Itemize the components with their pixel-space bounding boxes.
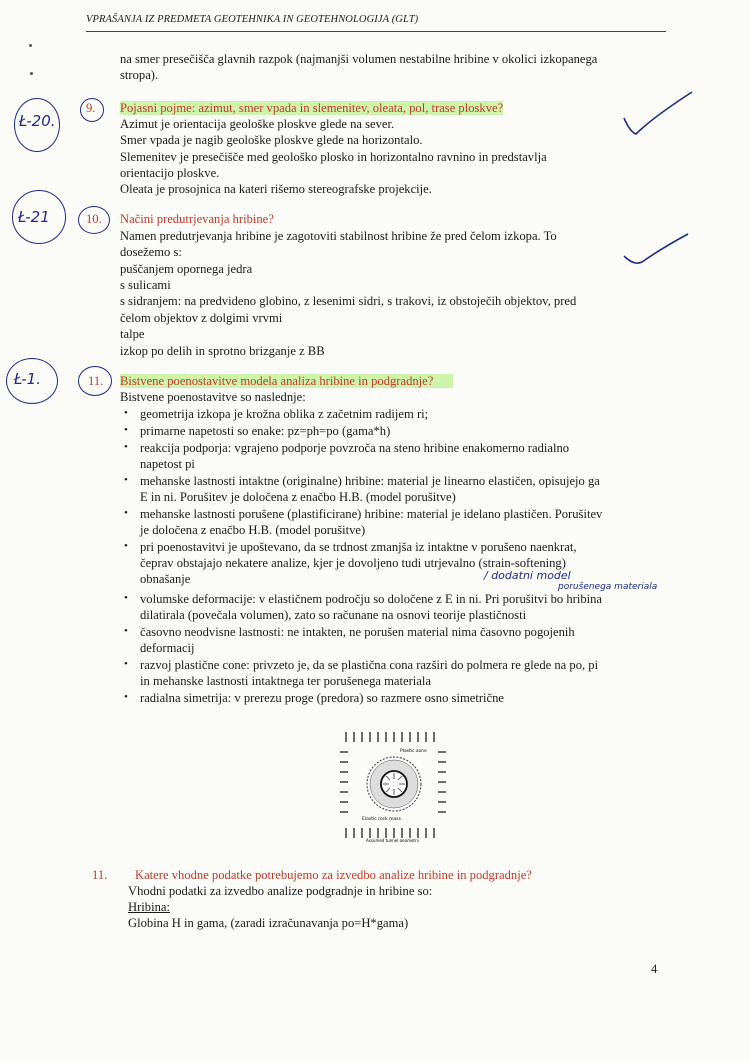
bullet-marker: • xyxy=(124,658,128,670)
bullet-text: napetost pi xyxy=(140,457,195,471)
handwritten-mark-q10: Ł-21 xyxy=(18,208,50,226)
question-title-q9 xyxy=(120,101,503,116)
bullet-marker: • xyxy=(124,507,128,519)
page-number: 4 xyxy=(651,962,658,976)
answer-line: orientacijo ploskve. xyxy=(120,166,220,180)
bullet-text: mehanske lastnosti porušene (plastificirane) hribine: material je idelano plastičen. Porušitev xyxy=(140,507,603,521)
running-title: VPRAŠANJA IZ PREDMETA GEOTEHNIKA IN GEOTEHNOLOGIJA (GLT) xyxy=(86,14,419,25)
answer-line: Globina H in gama, (zaradi izračunavanja po=H*gama) xyxy=(128,916,409,930)
handwritten-note: porušenega materiala xyxy=(558,582,658,592)
bullet-text: obnašanje xyxy=(140,572,191,586)
checkmark-icon xyxy=(612,88,702,148)
question-title-q11 xyxy=(120,374,453,389)
scan-speck xyxy=(29,44,32,47)
bullet-marker: • xyxy=(124,441,128,453)
question-title-q11b: Katere vhodne podatke potrebujemo za izvedbo analize hribine in podgradnje? xyxy=(135,868,532,882)
running-header xyxy=(86,9,666,32)
bullet-text: in mehanske lastnosti intaktnega ter porušenega materiala xyxy=(140,674,431,688)
question-number-q10: 10. xyxy=(86,212,102,226)
bullet-text: geometrija izkopa je krožna oblika z začetnim radijem ri; xyxy=(140,407,429,421)
bullet-marker: • xyxy=(124,424,128,436)
question-title-q10: Načini predutrjevanja hribine? xyxy=(120,212,274,226)
pressure-arrows-bottom xyxy=(346,828,434,838)
bullet-marker: • xyxy=(124,407,128,419)
bullet-text: dilatirala (povečala volumen), zato so računane na osnovi teorije plastičnosti xyxy=(140,608,527,622)
bullet-text: deformacij xyxy=(140,641,195,655)
question-title-q9-text: Pojasni pojme: azimut, smer vpada in slemenitev, oleata, pol, trase ploskve? xyxy=(120,101,504,115)
answer-line: čelom objektov z dolgimi vrvmi xyxy=(120,311,283,325)
answer-line: Oleata je prosojnica na kateri rišemo stereografske projekcije. xyxy=(120,182,432,196)
bullet-text: razvoj plastične cone: privzeto je, da se plastična cona razširi do polmera re glede na po, pi xyxy=(140,658,599,672)
answer-line: Slemenitev je presečišče med geološko plosko in horizontalno ravnino in predstavlja xyxy=(120,150,547,164)
label-tunnel-geometry: Assumed tunnel geometry xyxy=(366,838,420,842)
answer-line: Namen predutrjevanja hribine je zagotoviti stabilnost hribine že pred čelom izkopa. To xyxy=(120,229,557,243)
intro-line-1: na smer presečišča glavnih razpok (najmanjši volumen nestabilne hribine v okolici izkopanega xyxy=(120,52,598,66)
handwritten-note: / dodatni model xyxy=(484,569,571,582)
bullet-text: E in ni. Porušitev je določena z enačbo H.B. (model porušitve) xyxy=(140,490,456,504)
answer-line: talpe xyxy=(120,327,145,341)
answer-line: Azimut je orientacija geološke ploskve glede na sever. xyxy=(120,117,395,131)
bullet-text: časovno neodvisne lastnosti: ne intakten, ne porušen material nima časovno pogojenih xyxy=(140,625,575,639)
bullet-text: mehanske lastnosti intaktne (originalne) hribine: material je linearno elastičen, opisujejo ga xyxy=(140,474,600,488)
question-number-q11: 11. xyxy=(88,374,104,388)
answer-line: dosežemo s: xyxy=(120,245,182,259)
label-elastic-rock: Elastic rock mass xyxy=(362,817,401,822)
answer-line: Vhodni podatki za izvedbo analize podgradnje in hribine so: xyxy=(128,884,433,898)
bullet-text: pri poenostavitvi je upoštevano, da se trdnost zmanjša iz intaktne v porušeno naenkrat, xyxy=(140,540,577,554)
bullet-text: volumske deformacije: v elastičnem področju so določene z E in ni. Pri porušitvi bo hribina xyxy=(140,592,603,606)
answer-line: izkop po delih in sprotno brizganje z BB xyxy=(120,344,325,358)
bullet-text: radialna simetrija: v prerezu proge (predora) so razmere osno simetrične xyxy=(140,691,505,705)
bullet-marker: • xyxy=(124,540,128,552)
pressure-arrows-top xyxy=(346,732,434,742)
bullet-text: čeprav obstajajo nekatere analize, kjer je dovoljeno tudi utrjevalno (strain-softening) xyxy=(140,556,566,570)
answer-line: Smer vpada je nagib geološke ploskve glede na horizontalo. xyxy=(120,133,423,147)
bullet-text: reakcija podporja: vgrajeno podporje povzroča na steno hribine enakomerno radialno xyxy=(140,441,570,455)
bullet-text: je določena z enačbo H.B. (model porušitve) xyxy=(140,523,366,537)
answer-subheading: Hribina: xyxy=(128,900,170,914)
bullet-marker: • xyxy=(124,592,128,604)
bullet-marker: • xyxy=(124,691,128,703)
bullet-text: primarne napetosti so enake: pz=ph=po (gama*h) xyxy=(140,424,391,438)
label-plastic-zone: Plastic zone xyxy=(400,749,427,754)
question-number-q11b: 11. xyxy=(92,868,108,882)
question-title-q11-text: Bistvene poenostavitve modela analiza hribine in podgradnje? xyxy=(120,374,453,388)
bullet-marker: • xyxy=(124,474,128,486)
checkmark-icon xyxy=(612,228,702,278)
tunnel-model-figure xyxy=(338,730,450,842)
handwritten-mark-q9: Ł-20. xyxy=(19,112,56,130)
question-number-q9: 9. xyxy=(86,101,96,115)
answer-line: s sulicami xyxy=(120,278,171,292)
intro-line-2: stropa). xyxy=(120,68,159,82)
answer-line: puščanjem opornega jedra xyxy=(120,262,253,276)
answer-intro: Bistvene poenostavitve so naslednje: xyxy=(120,390,306,404)
answer-line: s sidranjem: na predvideno globino, z lesenimi sidri, s trakovi, iz obstoječih objektov, pred xyxy=(120,294,577,308)
bullet-marker: • xyxy=(124,625,128,637)
handwritten-mark-q11: Ł-1. xyxy=(14,370,41,388)
scan-speck xyxy=(30,72,33,75)
